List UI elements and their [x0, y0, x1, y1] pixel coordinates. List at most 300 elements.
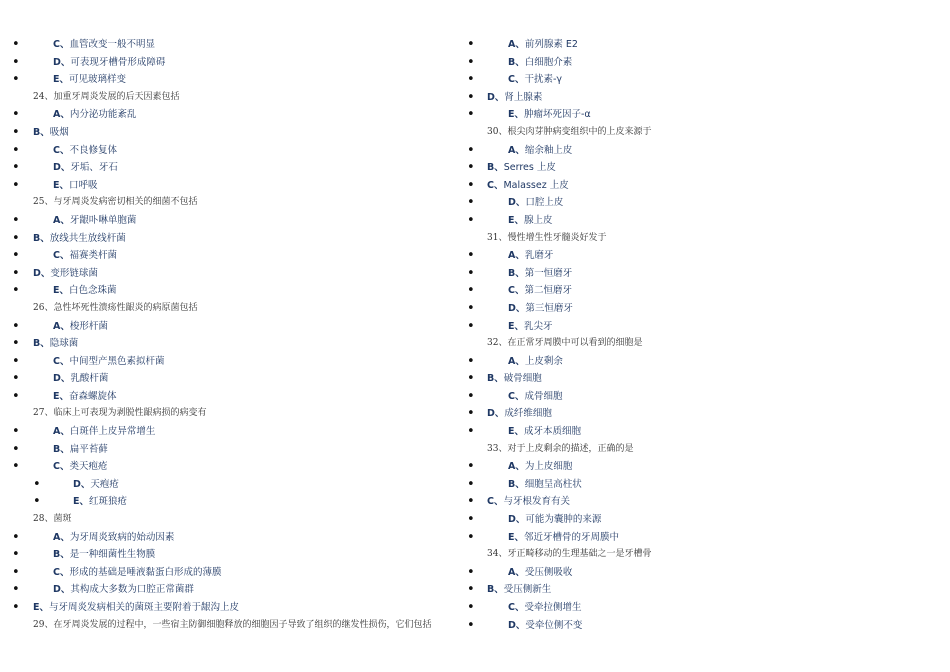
bullet-icon: •: [467, 37, 475, 52]
option-text: [53, 71, 126, 89]
option-letter: A、: [508, 355, 525, 367]
option-line: [455, 247, 950, 265]
option-letter: A、: [508, 566, 525, 578]
bullet-icon: •: [467, 476, 475, 492]
option-letter: C、: [487, 179, 504, 191]
bullet-icon: •: [467, 529, 475, 545]
option-text: [33, 265, 98, 283]
option-label: 奋森螺旋体: [69, 390, 117, 402]
bullet-icon: •: [12, 318, 20, 334]
option-letter: D、: [508, 514, 526, 526]
question-line: [0, 89, 470, 107]
bullet-icon: •: [12, 371, 20, 387]
option-label: Serres 上皮: [503, 162, 556, 174]
option-text: [487, 581, 551, 599]
option-text: [53, 106, 136, 124]
option-label: 受压侧吸收: [524, 566, 573, 578]
option-label: 类天疱疮: [69, 461, 108, 473]
bullet-icon: •: [467, 160, 475, 176]
option-letter: B、: [487, 373, 504, 385]
bullet-icon: •: [467, 107, 475, 123]
option-line: [0, 106, 470, 124]
option-text: [53, 177, 98, 195]
option-text: [487, 159, 556, 177]
question-line: [0, 511, 470, 529]
bullet-icon: •: [467, 54, 475, 70]
option-line: [455, 265, 950, 283]
option-text: [53, 458, 108, 476]
option-line: [455, 142, 950, 160]
option-text: [53, 353, 165, 371]
option-line: [455, 300, 950, 318]
option-label: 白细胞介素: [524, 56, 573, 68]
option-label: 福赛类杆菌: [69, 250, 117, 262]
option-label: 成纤维细胞: [504, 408, 552, 420]
option-line: [455, 617, 950, 635]
question-line: [455, 546, 950, 564]
option-text: [508, 318, 553, 336]
question-text: 27、临床上可表现为剥脱性龈病损的病变有: [33, 408, 207, 419]
option-letter: D、: [508, 619, 526, 631]
option-letter: D、: [508, 302, 526, 314]
option-line: [0, 581, 470, 599]
option-label: 第三恒磨牙: [525, 302, 573, 314]
option-line: [0, 212, 470, 230]
option-label: 白色念珠菌: [69, 285, 117, 297]
bullet-icon: •: [467, 212, 475, 228]
option-letter: D、: [53, 584, 71, 596]
option-label: 邻近牙槽骨的牙周膜中: [524, 531, 620, 543]
option-letter: B、: [53, 549, 70, 561]
bullet-icon: •: [467, 72, 475, 88]
option-line: [0, 282, 470, 300]
bullet-icon: •: [12, 37, 20, 52]
bullet-icon: •: [467, 582, 475, 598]
option-text: [508, 529, 619, 547]
question-line: [0, 405, 470, 423]
question-text: 29、在牙周炎发展的过程中，一些宿主防御细胞释放的细胞因子导致了组织的继发性损伤，它们包括: [33, 619, 432, 630]
option-label: 成骨细胞: [524, 390, 563, 402]
bullet-icon: •: [467, 617, 475, 633]
option-label: 天疱疮: [90, 478, 119, 490]
option-letter: D、: [53, 373, 71, 385]
option-line: [0, 335, 470, 353]
option-label: 为上皮细胞: [524, 461, 573, 473]
bullet-icon: •: [467, 600, 475, 615]
option-label: 是一种细菌性生物膜: [69, 549, 156, 561]
option-label: 缩余釉上皮: [524, 144, 573, 156]
option-text: [53, 581, 194, 599]
bullet-icon: •: [33, 476, 41, 492]
option-line: [0, 159, 470, 177]
bullet-icon: •: [467, 318, 475, 334]
option-label: 肿瘤坏死因子-α: [524, 109, 591, 121]
option-text: [508, 423, 581, 441]
bullet-icon: •: [467, 459, 475, 475]
question-line: [0, 300, 470, 318]
option-label: 口呼吸: [69, 179, 98, 191]
option-label: 白斑伴上皮异常增生: [69, 426, 156, 438]
option-line: [455, 282, 950, 300]
option-label: 乳尖牙: [524, 320, 553, 332]
question-text: 28、菌斑: [33, 514, 72, 525]
option-text: [508, 564, 572, 582]
option-text: [508, 617, 582, 635]
option-letter: A、: [53, 214, 70, 226]
bullet-icon: •: [467, 142, 475, 158]
option-letter: B、: [33, 338, 50, 350]
bullet-icon: •: [467, 512, 475, 528]
option-letter: E、: [33, 602, 49, 613]
option-letter: B、: [33, 126, 50, 138]
option-text: [53, 441, 108, 459]
bullet-icon: •: [467, 494, 475, 510]
option-letter: E、: [508, 531, 524, 543]
bullet-icon: •: [467, 353, 475, 369]
option-label: 吸烟: [49, 126, 69, 138]
option-line: [0, 423, 470, 441]
option-text: [508, 511, 601, 529]
right-column: [455, 36, 950, 634]
bullet-icon: •: [12, 600, 20, 615]
option-line: [455, 370, 950, 388]
option-label: 前列腺素 E2: [524, 39, 578, 50]
option-label: 不良修复体: [69, 144, 117, 156]
bullet-icon: •: [467, 371, 475, 387]
bullet-icon: •: [467, 195, 475, 211]
option-text: [53, 318, 108, 336]
option-text: [508, 194, 563, 212]
question-text: 34、牙正畸移动的生理基础之一是牙槽骨: [487, 549, 652, 560]
option-label: 腺上皮: [524, 214, 553, 226]
option-line: [0, 493, 470, 511]
option-line: [0, 388, 470, 406]
option-text: [53, 212, 136, 230]
option-text: [508, 300, 573, 318]
option-text: [487, 493, 570, 511]
left-column: [0, 36, 470, 634]
option-line: [455, 318, 950, 336]
option-label: 形成的基础是唾液黏蛋白形成的薄膜: [69, 566, 222, 578]
option-letter: B、: [508, 478, 525, 490]
option-line: [0, 546, 470, 564]
option-line: [455, 353, 950, 371]
question-line: [455, 124, 950, 142]
option-letter: A、: [508, 144, 525, 156]
option-text: [508, 212, 553, 230]
option-text: [508, 247, 553, 265]
bullet-icon: •: [12, 388, 20, 404]
option-line: [0, 529, 470, 547]
option-label: 第二恒磨牙: [524, 285, 572, 297]
option-text: [53, 370, 108, 388]
option-letter: E、: [53, 179, 69, 191]
option-label: 细胞呈高柱状: [524, 478, 582, 490]
option-text: [73, 476, 119, 494]
bullet-icon: •: [12, 441, 20, 457]
option-letter: E、: [53, 390, 69, 402]
option-letter: A、: [53, 109, 70, 121]
option-label: 第一恒磨牙: [524, 267, 573, 279]
option-line: [455, 36, 950, 54]
option-text: [53, 159, 118, 177]
bullet-icon: •: [12, 265, 20, 281]
option-label: 红斑狼疮: [89, 496, 128, 508]
option-line: [455, 599, 950, 617]
option-text: [73, 493, 127, 511]
option-label: 扁平苔藓: [69, 443, 108, 455]
option-letter: B、: [33, 232, 50, 244]
option-text: [53, 564, 222, 582]
option-line: [455, 564, 950, 582]
option-line: [455, 458, 950, 476]
option-letter: E、: [53, 74, 69, 86]
bullet-icon: •: [12, 248, 20, 264]
option-label: 梭形杆菌: [69, 320, 108, 332]
question-text: 32、在正常牙周膜中可以看到的细胞是: [487, 338, 643, 349]
option-label: 肾上腺素: [504, 91, 543, 103]
option-text: [53, 54, 165, 72]
option-text: [508, 36, 578, 54]
option-label: 可能为囊肿的来源: [525, 514, 602, 526]
option-line: [455, 54, 950, 72]
bullet-icon: •: [12, 54, 20, 70]
option-label: 受牵拉侧增生: [524, 602, 582, 613]
option-label: 可见玻璃样变: [69, 74, 127, 86]
option-label: 牙垢、牙石: [70, 162, 118, 174]
option-letter: A、: [53, 531, 70, 543]
option-line: [455, 89, 950, 107]
option-letter: B、: [53, 443, 70, 455]
option-text: [487, 370, 542, 388]
option-line: [455, 212, 950, 230]
bullet-icon: •: [12, 177, 20, 193]
option-text: [508, 282, 572, 300]
option-text: [33, 230, 126, 248]
bullet-icon: •: [467, 564, 475, 580]
option-line: [455, 493, 950, 511]
option-label: 受牵位侧不变: [525, 619, 583, 631]
option-letter: C、: [487, 496, 504, 508]
option-label: 内分泌功能紊乱: [69, 109, 137, 121]
option-label: 牙龈卟啉单胞菌: [69, 214, 137, 226]
question-line: [455, 335, 950, 353]
option-text: [487, 405, 552, 423]
option-letter: A、: [508, 250, 525, 262]
option-letter: C、: [508, 602, 525, 613]
bullet-icon: •: [467, 248, 475, 264]
option-letter: C、: [53, 566, 70, 578]
bullet-icon: •: [467, 424, 475, 440]
option-text: [53, 36, 155, 54]
option-letter: B、: [508, 56, 525, 68]
option-text: [53, 529, 174, 547]
option-text: [508, 353, 563, 371]
question-text: 24、加重牙周炎发展的后天因素包括: [33, 91, 180, 102]
option-text: [508, 599, 582, 617]
option-letter: B、: [508, 267, 525, 279]
bullet-icon: •: [12, 353, 20, 369]
option-text: [508, 388, 563, 406]
bullet-icon: •: [467, 388, 475, 404]
option-label: 破骨细胞: [503, 373, 542, 385]
bullet-icon: •: [12, 107, 20, 123]
option-letter: D、: [487, 91, 505, 103]
question-line: [0, 194, 470, 212]
option-label: 乳磨牙: [524, 250, 554, 262]
option-letter: A、: [508, 39, 525, 50]
option-label: 变形链球菌: [50, 267, 98, 279]
bullet-icon: •: [467, 283, 475, 299]
option-line: [0, 54, 470, 72]
option-letter: A、: [508, 461, 525, 473]
question-text: 33、对于上皮剩余的描述，正确的是: [487, 443, 634, 454]
question-text: 25、与牙周炎发病密切相关的细菌不包括: [33, 197, 198, 208]
bullet-icon: •: [12, 160, 20, 176]
question-text: 26、急性坏死性溃疡性龈炎的病原菌包括: [33, 302, 198, 313]
option-text: [508, 71, 562, 89]
option-line: [455, 177, 950, 195]
option-letter: A、: [53, 426, 70, 438]
option-letter: D、: [73, 478, 91, 490]
option-line: [0, 599, 470, 617]
option-line: [0, 71, 470, 89]
option-line: [455, 388, 950, 406]
option-letter: E、: [508, 320, 524, 332]
option-letter: C、: [508, 390, 525, 402]
option-label: 与牙周炎发病相关的菌斑主要附着于龈沟上皮: [49, 602, 240, 613]
question-line: [455, 230, 950, 248]
option-line: [0, 142, 470, 160]
bullet-icon: •: [12, 459, 20, 475]
option-letter: B、: [487, 584, 504, 596]
bullet-icon: •: [12, 564, 20, 580]
option-line: [0, 265, 470, 283]
option-label: 可表现牙槽骨形成障碍: [70, 56, 166, 68]
option-label: 受压侧新生: [503, 584, 552, 596]
question-text: 31、慢性增生性牙髓炎好发于: [487, 232, 607, 243]
option-text: [53, 247, 117, 265]
option-line: [455, 529, 950, 547]
option-text: [508, 476, 582, 494]
option-letter: A、: [53, 320, 70, 332]
question-line: [455, 441, 950, 459]
bullet-icon: •: [12, 336, 20, 352]
bullet-icon: •: [12, 72, 20, 88]
option-label: 口腔上皮: [525, 197, 564, 209]
option-line: [0, 476, 470, 494]
option-label: 上皮剩余: [524, 355, 563, 367]
option-letter: E、: [73, 496, 89, 508]
option-label: 与牙根发育有关: [503, 496, 570, 508]
option-letter: C、: [53, 461, 70, 473]
option-text: [33, 124, 69, 142]
option-letter: D、: [487, 408, 505, 420]
option-label: Malassez 上皮: [503, 179, 569, 191]
option-letter: D、: [508, 197, 526, 209]
bullet-icon: •: [12, 582, 20, 598]
option-text: [508, 458, 572, 476]
option-letter: E、: [53, 285, 69, 297]
option-text: [508, 54, 572, 72]
option-text: [53, 546, 155, 564]
option-letter: C、: [53, 39, 70, 50]
option-text: [508, 142, 572, 160]
option-line: [0, 353, 470, 371]
option-line: [0, 318, 470, 336]
option-letter: D、: [53, 162, 71, 174]
option-line: [455, 581, 950, 599]
option-letter: D、: [33, 267, 51, 279]
option-label: 中间型产黑色素拟杆菌: [69, 355, 165, 367]
option-letter: C、: [53, 355, 70, 367]
option-text: [53, 423, 155, 441]
bullet-icon: •: [12, 547, 20, 563]
option-text: [53, 282, 117, 300]
bullet-icon: •: [12, 212, 20, 228]
option-letter: C、: [508, 285, 525, 297]
option-letter: E、: [508, 214, 524, 226]
option-text: [487, 177, 569, 195]
bullet-icon: •: [467, 177, 475, 193]
option-line: [455, 476, 950, 494]
bullet-icon: •: [467, 89, 475, 105]
option-text: [487, 89, 542, 107]
option-line: [0, 230, 470, 248]
option-label: 为牙周炎致病的始动因素: [69, 531, 175, 543]
bullet-icon: •: [12, 124, 20, 140]
bullet-icon: •: [12, 142, 20, 158]
option-line: [0, 247, 470, 265]
option-line: [0, 124, 470, 142]
bullet-icon: •: [33, 494, 41, 510]
bullet-icon: •: [12, 424, 20, 440]
bullet-icon: •: [467, 406, 475, 422]
option-letter: C、: [53, 250, 70, 262]
option-letter: E、: [508, 426, 524, 438]
option-line: [455, 106, 950, 124]
option-letter: D、: [53, 56, 71, 68]
question-text: 30、根尖肉芽肿病变组织中的上皮来源于: [487, 126, 652, 137]
option-letter: B、: [487, 162, 504, 174]
option-line: [0, 370, 470, 388]
option-label: 干扰素-γ: [524, 74, 563, 86]
option-text: [33, 335, 78, 353]
option-label: 成牙本质细胞: [524, 426, 582, 438]
option-text: [33, 599, 239, 617]
option-line: [0, 458, 470, 476]
option-text: [53, 388, 117, 406]
option-text: [508, 265, 572, 283]
bullet-icon: •: [12, 230, 20, 246]
option-text: [508, 106, 591, 124]
option-line: [455, 71, 950, 89]
bullet-icon: •: [12, 283, 20, 299]
question-line: [0, 617, 470, 635]
option-line: [455, 423, 950, 441]
option-letter: C、: [53, 144, 70, 156]
option-label: 隐球菌: [49, 338, 79, 350]
bullet-icon: •: [12, 529, 20, 545]
option-line: [0, 441, 470, 459]
option-line: [455, 159, 950, 177]
option-label: 乳酸杆菌: [70, 373, 109, 385]
option-label: 血管改变一般不明显: [69, 39, 155, 50]
option-line: [0, 564, 470, 582]
option-line: [455, 405, 950, 423]
option-line: [0, 36, 470, 54]
bullet-icon: •: [467, 300, 475, 316]
